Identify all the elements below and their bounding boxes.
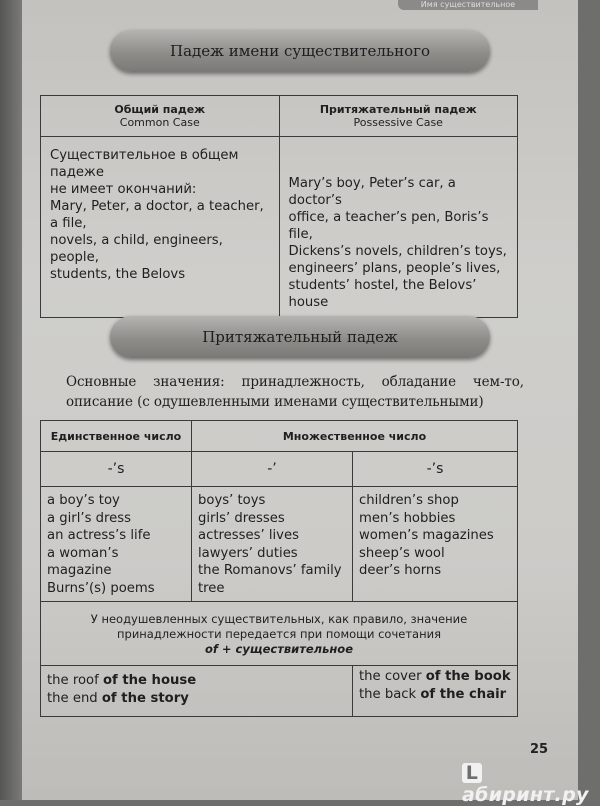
plural-regular-examples: boys’ toys girls’ dresses actresses’ lives lawyers’ duties the Romanovs’ family tree bbox=[192, 487, 353, 602]
of-examples-right: the cover of the book the back of the chair bbox=[353, 666, 518, 717]
possessive-case-cell: Mary’s boy, Peter’s car, a doctor’s office, a teacher’s pen, Boris’s file, Dickens’s novels, children’s toys, engineers’ plans, people’s lives, students’ hostel, the Belovs’ house bbox=[279, 137, 518, 318]
plural-header: Множественное число bbox=[192, 421, 518, 452]
section-title-case: Падеж имени существительного bbox=[110, 30, 490, 72]
singular-header: Единственное число bbox=[41, 421, 192, 452]
watermark bbox=[462, 762, 600, 806]
suffix-plural-regular: -’ bbox=[192, 452, 353, 487]
common-case-cell: Существительное в общем падеже не имеет окончаний: Mary, Peter, a doctor, a teacher, a file, novels, a child, engineers, people, students, the Belovs bbox=[41, 137, 280, 318]
section-title-possessive: Притяжательный падеж bbox=[110, 316, 490, 358]
possessive-case-header: Притяжательный падеж Possessive Case bbox=[279, 96, 518, 137]
case-table bbox=[40, 95, 518, 318]
of-formula: of + существительное bbox=[205, 642, 353, 656]
possessive-table bbox=[40, 420, 518, 717]
page-number: 25 bbox=[530, 742, 549, 757]
possessive-intro-text: Основные значения: принадлежность, обладание чем-то, описание (с одушевленными именами существительными) bbox=[66, 374, 524, 410]
page-gutter-shadow bbox=[0, 0, 22, 800]
watermark-text: абиринт.ру bbox=[462, 784, 589, 806]
inanimate-note: У неодушевленных существительных, как правило, значение принадлежности передается при помощи сочетания of + существительное bbox=[41, 602, 518, 666]
plural-irregular-examples: children’s shop men’s hobbies women’s magazines sheep’s wool deer’s horns bbox=[353, 487, 518, 602]
watermark-logo-icon: L bbox=[462, 763, 482, 783]
running-head: Имя существительное bbox=[398, 0, 538, 10]
suffix-plural-irregular: -’s bbox=[353, 452, 518, 487]
suffix-singular: -’s bbox=[41, 452, 192, 487]
singular-examples: a boy’s toy a girl’s dress an actress’s life a woman’s magazine Burns’(s) poems bbox=[41, 487, 192, 602]
of-examples-left: the roof of the house the end of the story bbox=[41, 666, 353, 717]
common-case-header: Общий падеж Common Case bbox=[41, 96, 280, 137]
